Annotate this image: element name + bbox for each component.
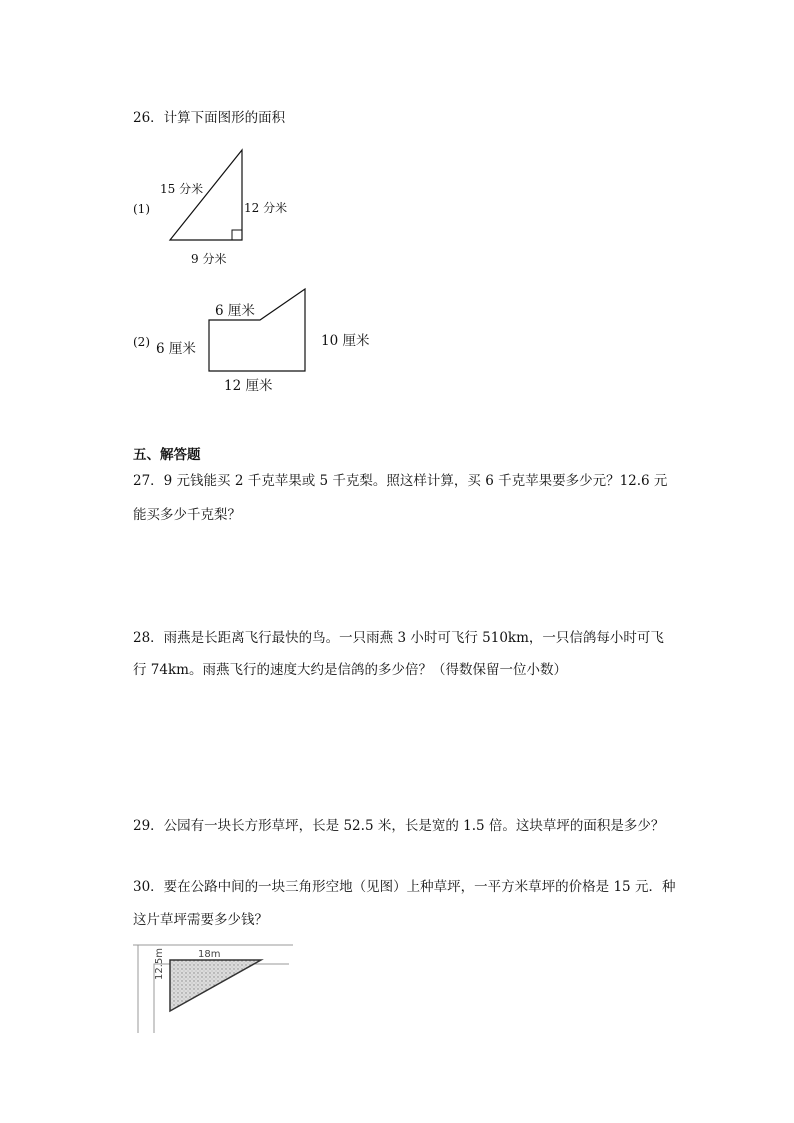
fig1-label: (1) [133,202,150,216]
section-title: 五、解答题 [133,447,201,463]
fig1-hypotenuse-label: 15 分米 [160,182,204,196]
fig2-label: (2) [133,335,150,349]
q29-line1: 29．公园有一块长方形草坪，长是 52.5 米，长是宽的 1.5 倍。这块草坪的面积是多少？ [133,818,665,834]
fig1-side-label: 12 分米 [244,201,288,215]
q28-line2: 行 74km。雨燕飞行的速度大约是信鸽的多少倍？（得数保留一位小数） [133,662,567,678]
fig2-right-label: 10 厘米 [321,333,370,349]
q27-line2: 能买多少千克梨？ [133,507,241,523]
q30-fig-top-label: 18m [198,949,221,960]
fig2-bottom-label: 12 厘米 [224,378,273,394]
q26-title: 26．计算下面图形的面积 [133,110,286,126]
q27-line1: 27．9 元钱能买 2 千克苹果或 5 千克梨。照这样计算，买 6 千克苹果要多少元？12.6 元 [133,473,668,489]
triangle-lot [170,960,261,1011]
pentagon-figure [200,280,320,380]
fig1-base-label: 9 分米 [191,252,227,266]
q30-line2: 这片草坪需要多少钱？ [133,912,268,928]
fig2-left-label: 6 厘米 [156,341,196,357]
right-angle-mark [232,230,242,240]
q30-line1: 30．要在公路中间的一块三角形空地（见图）上种草坪，一平方米草坪的价格是 15 元．种 [133,879,676,895]
q28-line1: 28．雨燕是长距离飞行最快的鸟。一只雨燕 3 小时可飞行 510km，一只信鸽每小时可飞 [133,630,664,646]
fig2-top-label: 6 厘米 [215,303,255,319]
q30-fig-side-label: 12.5m [154,947,165,980]
